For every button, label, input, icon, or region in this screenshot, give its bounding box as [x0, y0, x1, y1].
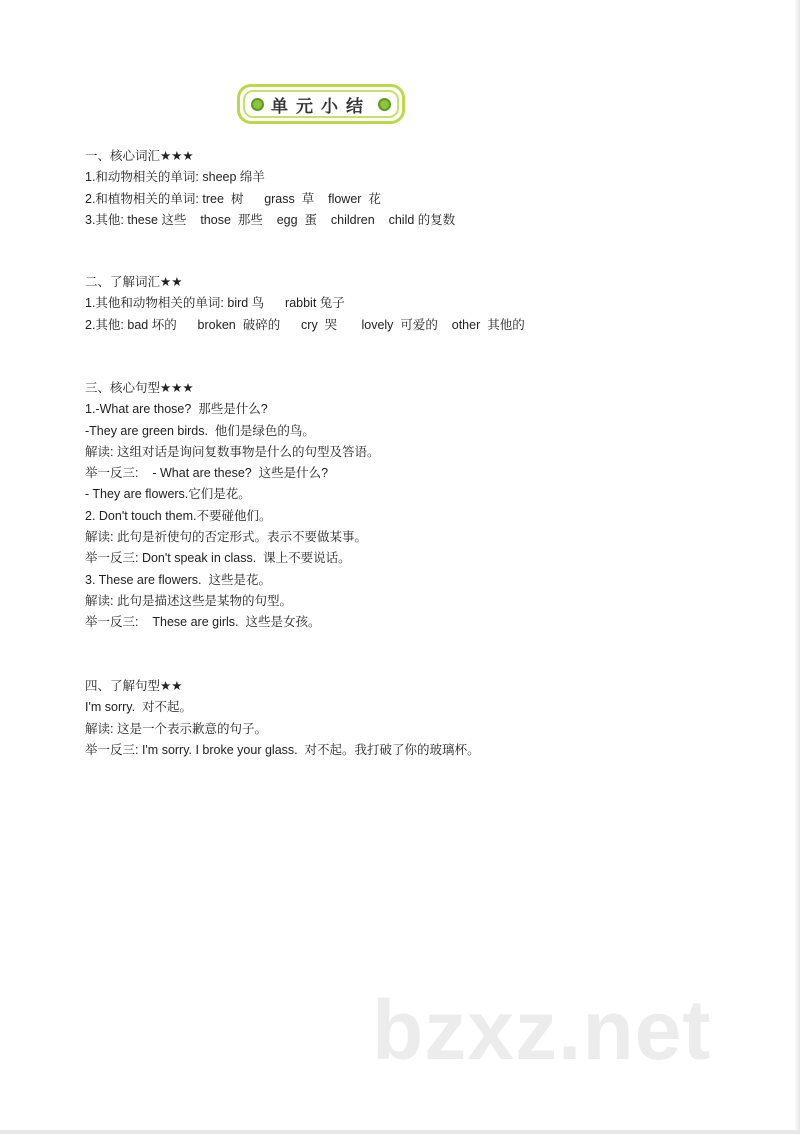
section-extra-vocabulary — [85, 272, 525, 336]
text-line: 举一反三: I'm sorry. I broke your glass. 对不起。我打破了你的玻璃杯。 — [85, 742, 480, 757]
text-line: 举一反三: Don't speak in class. 课上不要说话。 — [85, 551, 351, 566]
unit-summary-banner — [237, 84, 405, 124]
text-line: 1.-What are those? 那些是什么? — [85, 402, 268, 417]
section-heading: 二、了解词汇★★ — [85, 275, 183, 289]
text-line: 3. These are flowers. 这些是花。 — [85, 572, 271, 587]
text-line: 3.其他: these 这些 those 那些 egg 蛋 children child 的复数 — [85, 212, 456, 227]
watermark: bzxz.net — [372, 983, 712, 1077]
section-heading: 一、核心词汇★★★ — [85, 149, 194, 163]
text-line: 2. Don't touch them.不要碰他们。 — [85, 508, 272, 523]
text-line: 1.和动物相关的单词: sheep 绵羊 — [85, 170, 265, 185]
page-edge-shadow — [794, 0, 800, 1134]
text-line: 2.和植物相关的单词: tree 树 grass 草 flower 花 — [85, 191, 381, 206]
text-line: - They are flowers.它们是花。 — [85, 487, 251, 502]
section-core-sentences — [85, 378, 379, 634]
text-line: 解读: 这组对话是询问复数事物是什么的句型及答语。 — [85, 444, 380, 459]
text-line: -They are green birds. 他们是绿色的鸟。 — [85, 423, 315, 438]
green-dot-icon — [251, 98, 264, 111]
banner-title: 单元小结 — [271, 96, 371, 116]
page-bottom-border — [0, 1130, 800, 1134]
text-line: 举一反三: These are girls. 这些是女孩。 — [85, 615, 321, 630]
section-extra-sentences — [85, 676, 480, 761]
text-line: 1.其他和动物相关的单词: bird 鸟 rabbit 兔子 — [85, 296, 345, 311]
text-line: 2.其他: bad 坏的 broken 破碎的 cry 哭 lovely 可爱的 other 其他的 — [85, 317, 525, 332]
section-heading: 四、了解句型★★ — [85, 679, 183, 693]
green-dot-icon — [378, 98, 391, 111]
text-line: 解读: 此句是祈使句的否定形式。表示不要做某事。 — [85, 530, 367, 545]
text-line: 解读: 这是一个表示歉意的句子。 — [85, 721, 267, 736]
text-line: I'm sorry. 对不起。 — [85, 700, 193, 715]
section-heading: 三、核心句型★★★ — [85, 381, 194, 395]
text-line: 举一反三: - What are these? 这些是什么? — [85, 466, 329, 481]
section-core-vocabulary — [85, 146, 455, 231]
text-line: 解读: 此句是描述这些是某物的句型。 — [85, 593, 292, 608]
